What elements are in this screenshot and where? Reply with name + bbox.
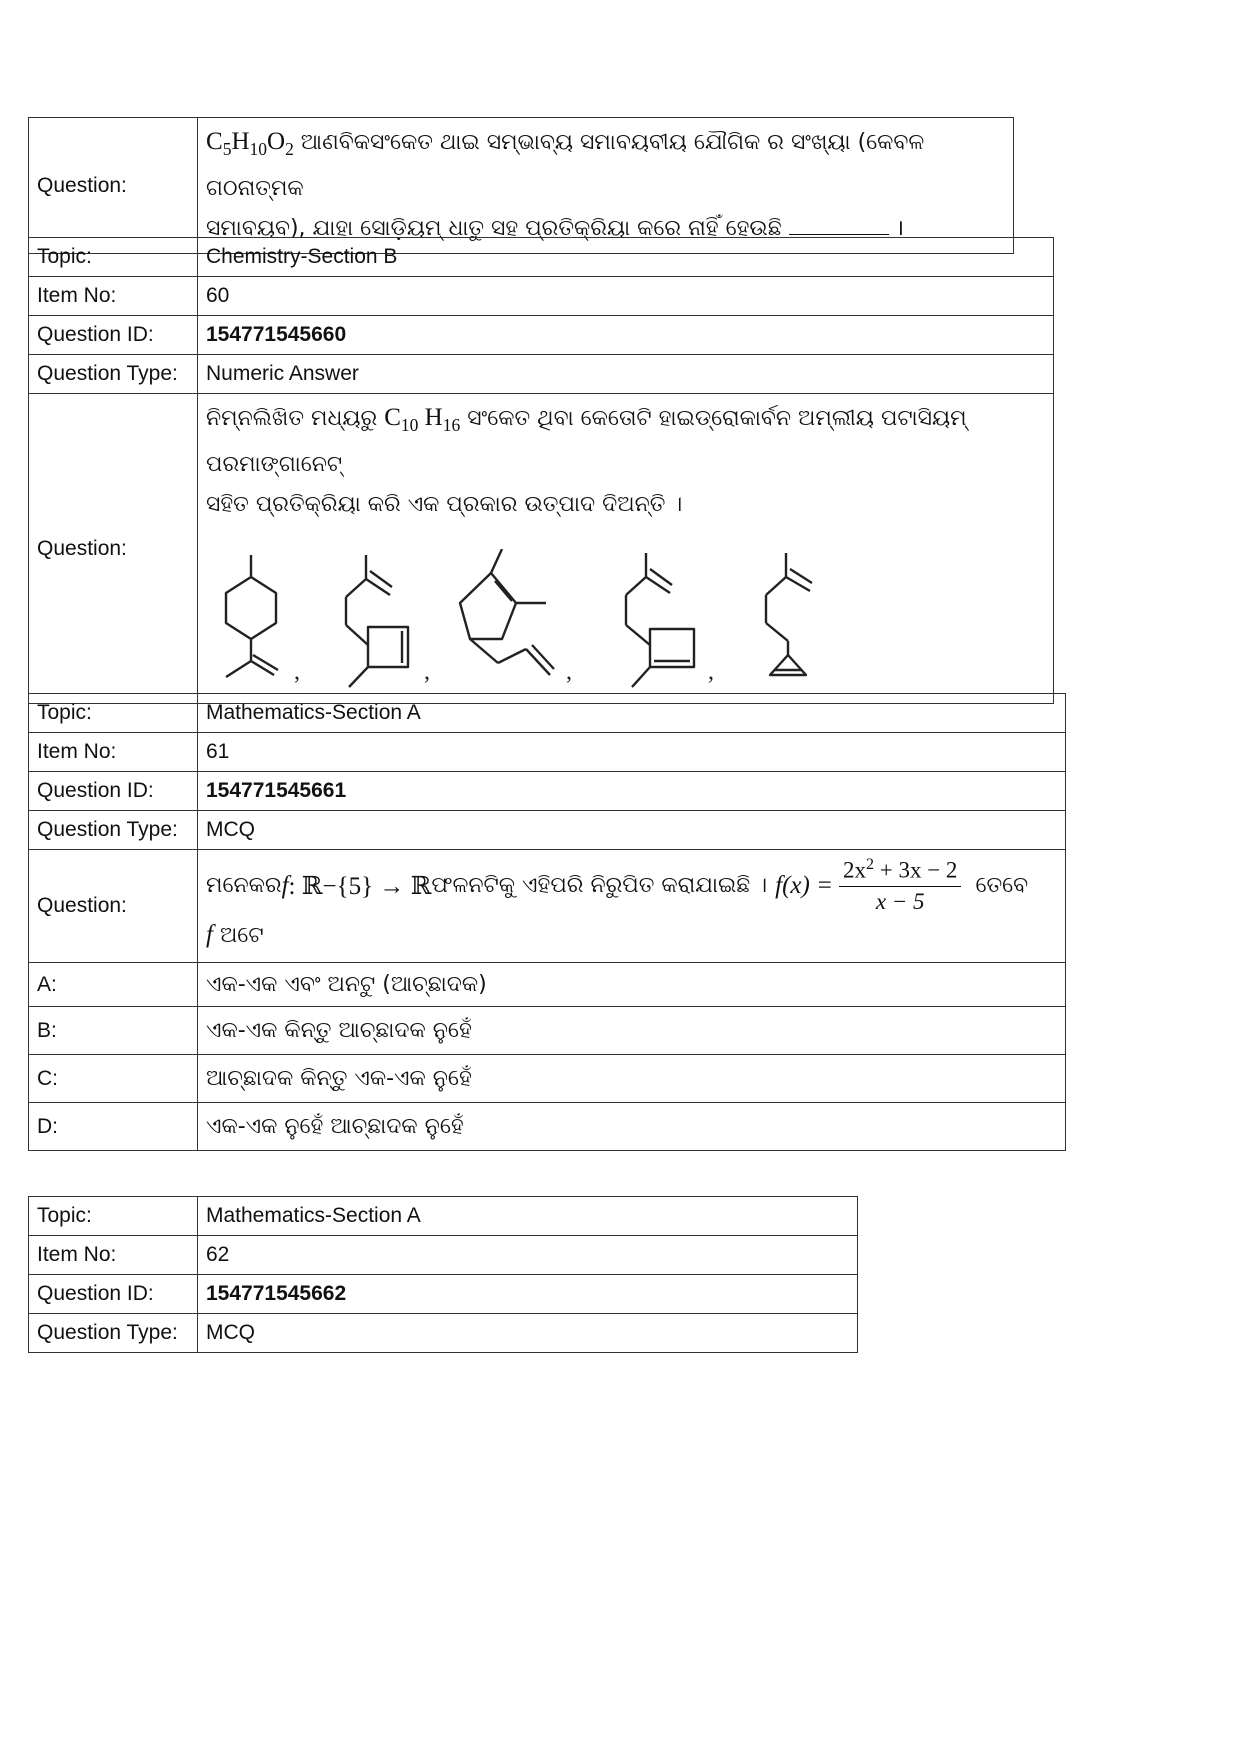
question-body xyxy=(198,394,1054,704)
topic-label: Topic: xyxy=(29,1197,198,1236)
topic-value: Chemistry-Section B xyxy=(198,238,1054,277)
question-id-label: Question ID: xyxy=(29,772,198,811)
question-body xyxy=(198,850,1066,963)
option-c-text: ଆଚ୍ଛାଦକ କିନ୍ତୁ ଏକ-ଏକ ନୁହେଁ xyxy=(198,1055,1066,1103)
question-line-2: ସହିତ ପ୍ରତିକ୍ରିୟା କରି ଏକ ପ୍ରକାର ଉତ୍ପାଦ ଦିଅନ୍ତି । xyxy=(206,492,683,517)
question-text xyxy=(198,118,1014,254)
question-label: Question: xyxy=(29,394,198,704)
option-d-label: D: xyxy=(29,1103,198,1151)
question-line-2: f ଅଟେ xyxy=(206,920,264,948)
fraction: $\frac{2x^2 + 3x - 2}{x - 5}$ xyxy=(839,856,962,915)
item-no-label: Item No: xyxy=(29,277,198,316)
q61-table xyxy=(28,693,1066,1151)
molecule-structures xyxy=(206,549,886,699)
item-no-value: 61 xyxy=(198,733,1066,772)
separator-4: , xyxy=(708,659,714,685)
question-line-1: ନିମ୍ନଲିଖିତ ମଧ୍ୟରୁ $C_{10}$ $H_{16}$ ସଂକେତ ଥିବା କେତୋଟି ହାଇଡ୍ରୋକାର୍ବନ ଅମ୍ଲୀୟ ପଟାସିୟମ୍ ପରମାଙ୍ଗାନେଟ୍ xyxy=(206,404,967,477)
question-type-value: MCQ xyxy=(198,811,1066,850)
q59-table xyxy=(28,117,1014,254)
topic-value: Mathematics-Section A xyxy=(198,694,1066,733)
question-type-label: Question Type: xyxy=(29,1314,198,1353)
topic-label: Topic: xyxy=(29,238,198,277)
question-id-label: Question ID: xyxy=(29,316,198,355)
option-a-label: A: xyxy=(29,963,198,1007)
q60-table xyxy=(28,237,1054,704)
option-b-label: B: xyxy=(29,1007,198,1055)
structure-1 xyxy=(226,555,278,677)
option-c-label: C: xyxy=(29,1055,198,1103)
question-type-value: MCQ xyxy=(198,1314,858,1353)
question-id-value: 154771545660 xyxy=(198,316,1054,355)
question-label: Question: xyxy=(29,850,198,963)
item-no-label: Item No: xyxy=(29,1236,198,1275)
item-no-label: Item No: xyxy=(29,733,198,772)
item-no-value: 62 xyxy=(198,1236,858,1275)
formula: $C_{10}$ $H_{16}$ xyxy=(384,404,461,435)
topic-value: Mathematics-Section A xyxy=(198,1197,858,1236)
topic-label: Topic: xyxy=(29,694,198,733)
structure-5 xyxy=(766,553,812,675)
question-id-value: 154771545661 xyxy=(198,772,1066,811)
question-line-1: $C_5H_{10}O_2$ ଆଣବିକସଂକେତ ଥାଇ ସମ୍ଭାବ୍ୟ ସମାବୟବୀୟ ଯୌଗିକ ର ସଂଖ୍ୟା (କେବଳ ଗଠନାତ୍ମକ xyxy=(206,128,925,201)
question-line-1: ମନେକର f : ℝ−{5} → ℝ ଫଳନଟିକୁ ଏହିପରି ନିରୁପିତ କରାଯାଇଛି । f(x) = $\frac{2x^2 + 3x - 2}{x - 5}$ ତେବେ xyxy=(206,856,1029,914)
option-d-text: ଏକ-ଏକ ନୁହେଁ ଆଚ୍ଛାଦକ ନୁହେଁ xyxy=(198,1103,1066,1151)
separator-3: , xyxy=(566,659,572,685)
formula: $C_5H_{10}O_2$ xyxy=(206,128,294,159)
structure-2 xyxy=(346,555,408,687)
separator-2: , xyxy=(424,659,430,685)
structure-4 xyxy=(626,553,694,687)
question-id-label: Question ID: xyxy=(29,1275,198,1314)
structure-3 xyxy=(460,549,554,675)
separator-1: , xyxy=(294,659,300,685)
option-a-text: ଏକ-ଏକ ଏବଂ ଅନଟୁ (ଆଚ୍ଛାଦକ) xyxy=(198,963,1066,1007)
answer-blank xyxy=(789,233,889,235)
question-line-2: ସମାବୟବ), ଯାହା ସୋଡ଼ିୟମ୍ ଧାତୁ ସହ ପ୍ରତିକ୍ରିୟା କରେ ନାହିଁ ହେଉଛି । xyxy=(206,216,905,241)
q62-table xyxy=(28,1196,858,1353)
option-b-text: ଏକ-ଏକ କିନ୍ତୁ ଆଚ୍ଛାଦକ ନୁହେଁ xyxy=(198,1007,1066,1055)
question-label: Question: xyxy=(29,118,198,254)
question-type-label: Question Type: xyxy=(29,355,198,394)
question-type-value: Numeric Answer xyxy=(198,355,1054,394)
item-no-value: 60 xyxy=(198,277,1054,316)
question-type-label: Question Type: xyxy=(29,811,198,850)
question-id-value: 154771545662 xyxy=(198,1275,858,1314)
